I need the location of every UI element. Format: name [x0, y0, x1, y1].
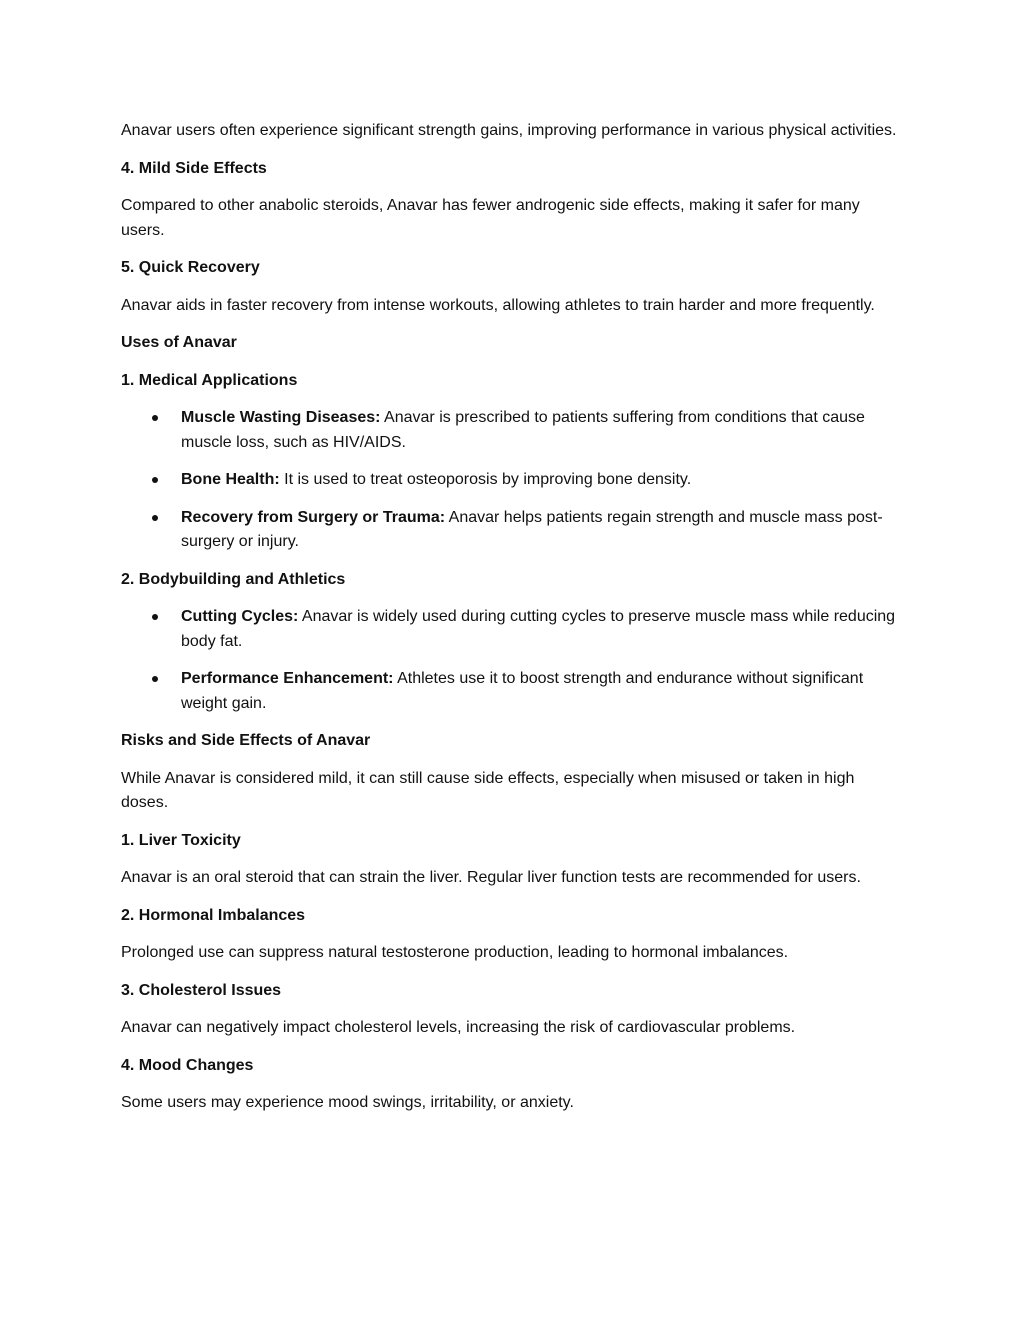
hormonal-imbalances-heading: 2. Hormonal Imbalances [121, 906, 306, 924]
document-page [121, 119, 905, 1129]
bullet-icon [152, 477, 158, 483]
bullet-icon [152, 614, 158, 620]
list-item-term: Performance Enhancement: [181, 670, 394, 687]
cholesterol-issues-heading: 3. Cholesterol Issues [121, 981, 282, 999]
liver-toxicity-paragraph: Anavar is an oral steroid that can strain the liver. Regular liver function tests are recommended for users. [121, 869, 861, 886]
hormonal-imbalances-paragraph: Prolonged use can suppress natural testosterone production, leading to hormonal imbalances. [121, 944, 789, 961]
list-item [121, 506, 905, 555]
list-item-text: Anavar is widely used during cutting cycles to preserve muscle mass while reducing body fat. [181, 608, 896, 650]
medical-applications-heading: 1. Medical Applications [121, 371, 298, 389]
list-item-text: Anavar is prescribed to patients suffering from conditions that cause muscle loss, such as HIV/AIDS. [181, 409, 865, 451]
list-item-text: Anavar helps patients regain strength and muscle mass post-surgery or injury. [181, 508, 883, 550]
mild-side-effects-heading: 4. Mild Side Effects [121, 159, 267, 177]
bodybuilding-athletics-heading: 2. Bodybuilding and Athletics [121, 570, 346, 588]
risks-side-effects-heading: Risks and Side Effects of Anavar [121, 732, 371, 749]
intro-strength-paragraph: Anavar users often experience significant strength gains, improving performance in various physical activities. [121, 122, 897, 139]
mood-changes-heading: 4. Mood Changes [121, 1056, 254, 1074]
list-item [121, 667, 905, 716]
risks-intro-paragraph: While Anavar is considered mild, it can still cause side effects, especially when misused or taken in high doses. [121, 769, 855, 811]
list-item-text: Athletes use it to boost strength and endurance without significant weight gain. [181, 670, 864, 712]
list-item-term: Recovery from Surgery or Trauma: [181, 508, 446, 526]
bodybuilding-athletics-list [121, 605, 905, 716]
list-item-text: It is used to treat osteoporosis by improving bone density. [279, 471, 692, 488]
mood-changes-paragraph: Some users may experience mood swings, irritability, or anxiety. [121, 1094, 574, 1111]
quick-recovery-paragraph: Anavar aids in faster recovery from intense workouts, allowing athletes to train harder and more frequently. [121, 296, 875, 314]
list-item [121, 605, 905, 654]
mild-side-effects-paragraph: Compared to other anabolic steroids, Anavar has fewer androgenic side effects, making it safer for many users. [121, 197, 860, 239]
list-item-term: Bone Health: [181, 471, 280, 488]
list-item [121, 406, 905, 455]
bullet-icon [152, 676, 158, 682]
list-item-term: Muscle Wasting Diseases: [181, 409, 381, 426]
list-item-term: Cutting Cycles: [181, 608, 299, 625]
quick-recovery-heading: 5. Quick Recovery [121, 259, 260, 276]
cholesterol-issues-paragraph: Anavar can negatively impact cholesterol levels, increasing the risk of cardiovascular problems. [121, 1019, 796, 1036]
uses-of-anavar-heading: Uses of Anavar [121, 334, 237, 351]
liver-toxicity-heading: 1. Liver Toxicity [121, 831, 241, 849]
list-item [121, 468, 905, 493]
bullet-icon [152, 415, 158, 421]
medical-applications-list [121, 406, 905, 555]
bullet-icon [152, 515, 158, 521]
